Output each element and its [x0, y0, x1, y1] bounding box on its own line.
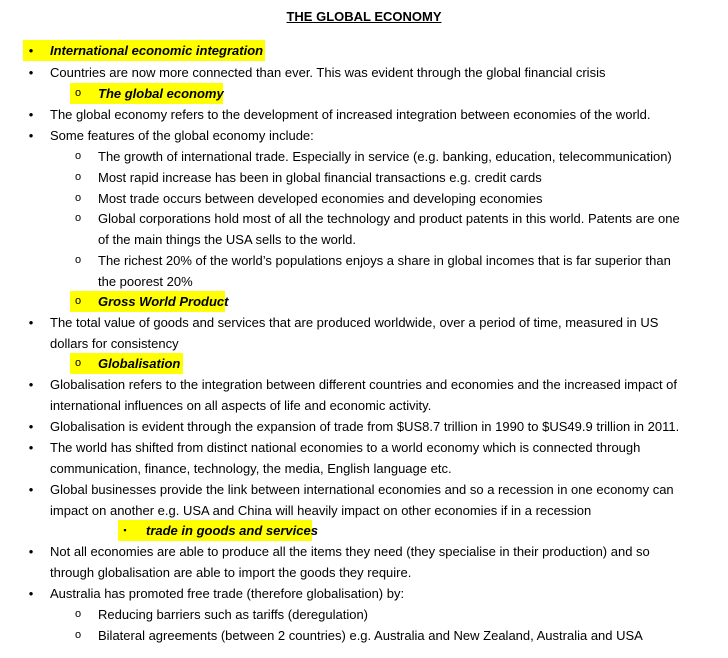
bullet: • [28, 128, 34, 143]
heading-gross-world-product [70, 291, 229, 312]
bullet: o [74, 150, 82, 162]
bullet: o [74, 629, 82, 641]
list-item-text: The world has shifted from distinct national economies to a world economy which is connected through [50, 440, 641, 455]
list-item-continuation: the poorest 20% [98, 274, 193, 289]
list-item-continuation: of the main things the USA sells to the world. [98, 232, 356, 247]
bullet: • [28, 107, 34, 122]
list-item-text: Countries are now more connected than ever. This was evident through the global financial crisis [50, 65, 606, 80]
list-item-text: The total value of goods and services that are produced worldwide, over a period of time, measured in US [50, 315, 659, 330]
bullet: o [74, 295, 82, 307]
bullet: • [28, 586, 34, 601]
list-item-text: Most rapid increase has been in global financial transactions e.g. credit cards [98, 170, 542, 185]
list-item-continuation: communication, finance, technology, the media, English language etc. [50, 461, 452, 476]
heading-the-global-economy [70, 83, 223, 104]
list-item-text: Not all economies are able to produce all the items they need (they specialise in their production) and so [50, 544, 650, 559]
list-item-text: Globalisation is evident through the expansion of trade from $US8.7 trillion in 1990 to $US49.9 trillion in 2011. [50, 419, 680, 434]
list-item-continuation: dollars for consistency [50, 336, 179, 351]
list-item-continuation: through globalisation are able to import the goods they require. [50, 565, 412, 580]
heading-international-economic-integration [23, 40, 265, 61]
bullet: • [28, 377, 34, 392]
list-item-text: The growth of international trade. Especially in service (e.g. banking, education, telecommunication) [98, 149, 672, 164]
bullet: • [28, 544, 34, 559]
list-item-text: Bilateral agreements (between 2 countries) e.g. Australia and New Zealand, Australia and USA [98, 628, 643, 643]
list-item-text: Australia has promoted free trade (therefore globalisation) by: [50, 586, 405, 601]
list-item-text: Some features of the global economy include: [50, 128, 314, 143]
bullet: o [74, 357, 82, 369]
bullet: o [74, 171, 82, 183]
bullet: • [28, 65, 34, 80]
list-item-text: Most trade occurs between developed economies and developing economies [98, 191, 543, 206]
heading-text: trade in goods and services [146, 523, 318, 538]
bullet: o [74, 608, 82, 620]
heading-text: The global economy [98, 86, 224, 101]
list-item-text: Reducing barriers such as tariffs (deregulation) [98, 607, 369, 622]
list-item-continuation: international influences on all aspects of life and economic activity. [50, 398, 432, 413]
page-title: THE GLOBAL ECONOMY [286, 9, 442, 24]
heading-text: Globalisation [98, 356, 181, 371]
heading-trade-in-goods-and-services [118, 520, 318, 541]
bullet: • [28, 43, 34, 58]
bullet: • [28, 315, 34, 330]
bullet: o [74, 87, 82, 99]
bullet: • [28, 440, 34, 455]
list-item-text: Globalisation refers to the integration between different countries and economies and the increased impact of [50, 377, 678, 392]
list-item-text: Global businesses provide the link between international economies and so a recession in one economy can [50, 482, 674, 497]
bullet: • [28, 482, 34, 497]
bullet: o [74, 212, 82, 224]
heading-text: International economic integration [50, 43, 264, 58]
bullet: o [74, 254, 82, 266]
bullet: o [74, 192, 82, 204]
list-item-continuation: impact on another e.g. USA and China will heavily impact on other economies if in a recession [50, 503, 592, 518]
list-item-text: The richest 20% of the world’s populations enjoys a share in global incomes that is far superior than [98, 253, 671, 268]
list-item-text: Global corporations hold most of all the technology and product patents in this world. Patents are one [98, 211, 680, 226]
list-item-text: The global economy refers to the development of increased integration between economies of the world. [50, 107, 651, 122]
bullet: • [28, 419, 34, 434]
bullet: ▪ [123, 525, 127, 535]
heading-text: Gross World Product [98, 294, 229, 309]
heading-globalisation [70, 353, 183, 374]
